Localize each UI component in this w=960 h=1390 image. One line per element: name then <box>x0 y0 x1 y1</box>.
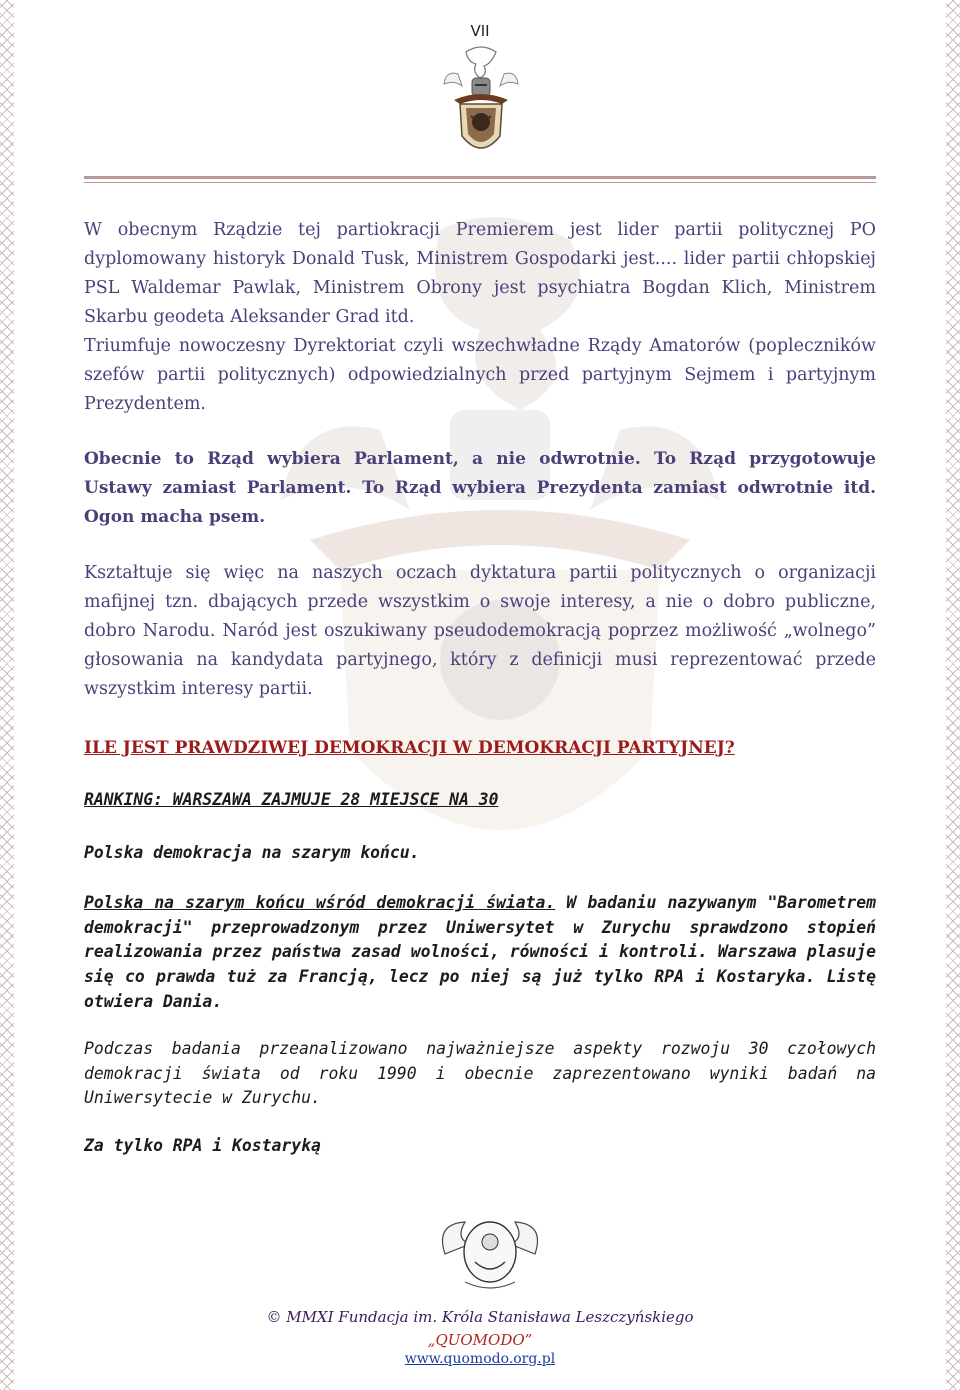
header-rule-thin <box>84 182 876 183</box>
barometer-lead: Polska na szarym końcu wśród demokracji świata. <box>84 893 556 913</box>
footer-ornament-icon <box>425 1204 555 1294</box>
paragraph-analysis: Podczas badania przeanalizowano najważniejsze aspekty rozwoju 30 czołowych demokracji świata od roku 1990 i obecnie zaprezentowano wyniki badań na Uniwersytecie w Zurychu. <box>84 1039 876 1108</box>
footer-quomodo: „QUOMODO” <box>427 1331 533 1349</box>
header-rule <box>84 176 876 179</box>
paragraph-government: W obecnym Rządzie tej partiokracji Premierem jest lider partii politycznej PO dyplomowany historyk Donald Tusk, Ministrem Gospodarki jest.... lider partii chłopskiej PSL Waldemar Pawlak, Ministrem Obrony jest psychiatra Bogdan Klich, Ministrem Skarbu geodeta Aleksander Grad itd. <box>84 220 876 327</box>
footer-copyright: © MMXI Fundacja im. Króla Stanisława Leszczyńskiego <box>266 1308 694 1326</box>
ranking-headline: RANKING: WARSZAWA ZAJMUJE 28 MIEJSCE NA 30 <box>84 790 499 809</box>
paragraph-tail-wags-dog: Obecnie to Rząd wybiera Parlament, a nie odwrotnie. To Rząd przygotowuje Ustawy zamiast Parlament. To Rząd wybiera Prezydenta zamiast odwrotnie itd. Ogon macha psem. <box>84 449 876 527</box>
decorative-border-left <box>0 0 14 1390</box>
footer-website-link[interactable]: www.quomodo.org.pl <box>404 1351 556 1367</box>
subtitle-line: Polska demokracja na szarym końcu. <box>84 842 420 862</box>
coat-of-arms-icon <box>436 44 526 164</box>
barometer-text: W badaniu nazywanym "Barometrem demokracji" przeprowadzonym przez Uniwersytet w Zurychu sprawdzono stopień realizowania przez państwa zasad wolności, równości i kontroli. Warszawa plasuje się co prawda tuż za Francją, lecz po niej są już tylko RPA i Kostaryka. Listę otwiera Dania. <box>84 893 876 1011</box>
paragraph-barometer <box>84 891 876 1014</box>
closing-line: Za tylko RPA i Kostaryką <box>84 1135 321 1155</box>
paragraph-directorate: Triumfuje nowoczesny Dyrektoriat czyli wszechwładne Rządy Amatorów (popleczników szefów partii politycznych) odpowiedzialnych przed partyjnym Sejmem i partyjnym Prezydentem. <box>84 336 876 414</box>
section-heading: ILE JEST PRAWDZIWEJ DEMOKRACJI W DEMOKRACJI PARTYJNEJ? <box>84 738 735 758</box>
paragraph-party-dictatorship: Kształtuje się więc na naszych oczach dyktatura partii politycznych o organizacji mafijnej tzn. dbających przede wszystkim o swoje interesy, a nie o dobro publiczne, dobro Narodu. Naród jest oszukiwany pseudodemokracją poprzez możliwość „wolnego” głosowania na kandydata partyjnego, który z definicji musi reprezentować przede wszystkim interesy partii. <box>84 563 876 699</box>
page-number: VII <box>470 22 490 40</box>
decorative-border-right <box>946 0 960 1390</box>
document-body <box>84 216 876 1159</box>
